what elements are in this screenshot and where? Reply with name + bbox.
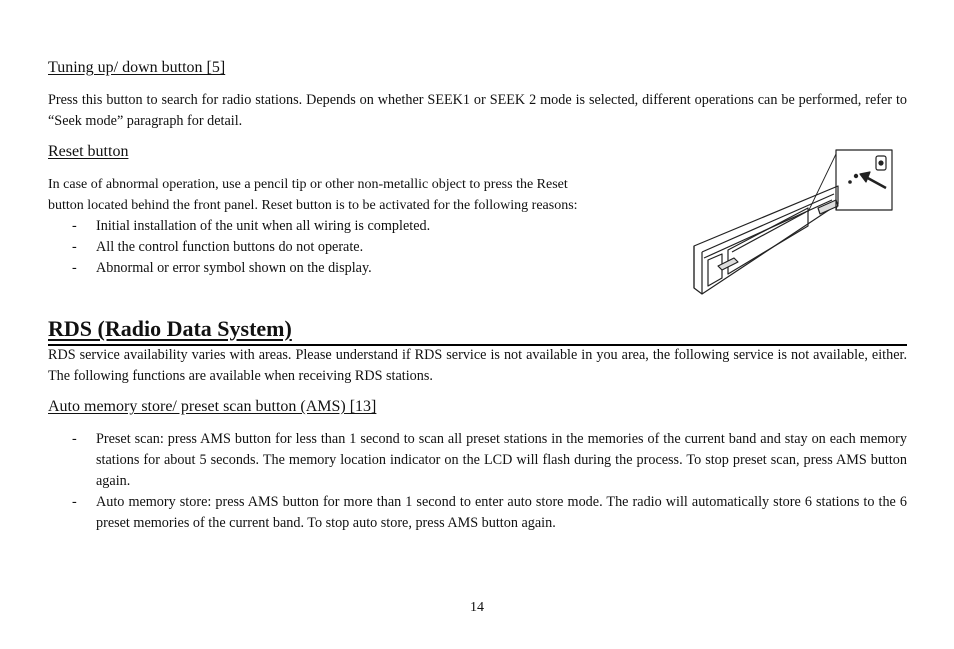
list-item-text: Auto memory store: press AMS button for more than 1 second to enter auto store mode. The radio will automatically store 6 stations to the 6 preset memories of the current band. To stop auto store, press AMS button again.: [96, 494, 907, 531]
tuning-paragraph: Press this button to search for radio stations. Depends on whether SEEK1 or SEEK 2 mode is selected, different operations can be performed, refer to “Seek mode” paragraph for detail.: [48, 92, 907, 129]
bullet-dash: -: [72, 218, 77, 234]
reset-paragraph-line1: In case of abnormal operation, use a pencil tip or other non-metallic object to press the Reset: [48, 177, 568, 192]
page-number: 14: [470, 600, 484, 615]
tuning-heading: Tuning up/ down button [5]: [48, 59, 226, 76]
list-item: [48, 237, 668, 258]
list-item-text: Abnormal or error symbol shown on the display.: [96, 260, 372, 276]
list-item-text: Preset scan: press AMS button for less than 1 second to scan all preset stations in the memories of the current band and stay on each memory stations for about 5 seconds. The memory location indicator on the LCD will flash during the process. To stop preset scan, press AMS button again.: [96, 431, 907, 489]
list-item-text: Initial installation of the unit when all wiring is completed.: [96, 218, 431, 234]
reset-button-illustration: [688, 148, 896, 300]
list-item: [48, 216, 668, 237]
bullet-dash: -: [72, 260, 77, 276]
rds-paragraph: RDS service availability varies with areas. Please understand if RDS service is not available in you area, the following service is not available, either. The following functions are available when receiving RDS stations.: [48, 347, 907, 384]
bullet-dash: -: [72, 239, 77, 255]
list-item: [48, 429, 907, 492]
list-item-text: All the control function buttons do not operate.: [96, 239, 364, 255]
ams-heading: Auto memory store/ preset scan button (AMS) [13]: [48, 398, 377, 415]
rds-title-text: RDS (Radio Data System): [48, 316, 292, 341]
list-item: [48, 258, 668, 279]
list-item: [48, 492, 907, 534]
bullet-dash: -: [72, 494, 77, 510]
reset-reasons-list: [48, 216, 668, 279]
bullet-dash: -: [72, 431, 77, 447]
ams-functions-list: [48, 429, 907, 534]
rds-title: [48, 314, 907, 346]
reset-heading: Reset button: [48, 143, 129, 160]
reset-paragraph-line2: button located behind the front panel. Reset button is to be activated for the following reasons:: [48, 198, 578, 213]
